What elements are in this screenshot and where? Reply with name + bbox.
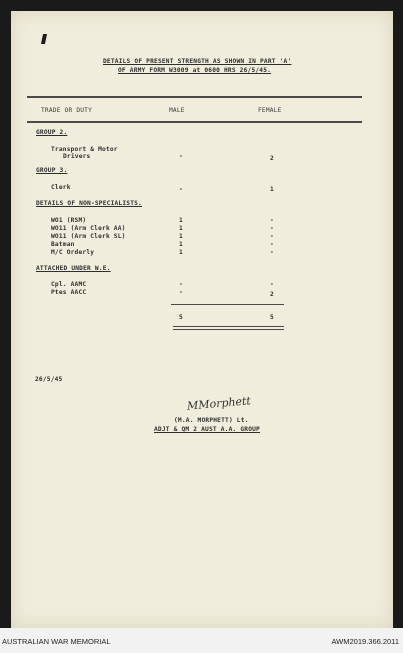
total-male: 5 [179, 314, 183, 321]
row-label: Cpl. AAMC [51, 281, 87, 288]
header-top-rule [27, 96, 362, 98]
title-line-1: DETAILS OF PRESENT STRENGTH AS SHOWN IN PART 'A' [103, 58, 292, 65]
row-female: - [270, 241, 274, 248]
row-label: WO11 (Arm Clerk SL) [51, 233, 126, 240]
title-line-2: OF ARMY FORM W3009 at 0600 HRS 26/5/45. [118, 67, 272, 74]
header-female: FEMALE [258, 107, 282, 114]
row-female: - [270, 217, 274, 224]
row-label: M/C Orderly [51, 249, 95, 256]
row-male: 1 [179, 225, 183, 232]
row-label: Batman [51, 241, 75, 248]
document-date: 26/5/45 [35, 376, 63, 383]
row-female: 2 [270, 291, 274, 298]
row-label: Ptes AACC [51, 289, 87, 296]
total-female: 5 [270, 314, 274, 321]
row-female: - [270, 249, 274, 256]
header-bottom-rule [27, 121, 362, 123]
row-label: WO1 (RSM) [51, 217, 87, 224]
handwritten-signature: MMorphett [186, 394, 252, 413]
row-label: WO11 (Arm Clerk AA) [51, 225, 126, 232]
row-male: 1 [179, 217, 183, 224]
group-heading: GROUP 3. [36, 167, 68, 174]
row-female: 2 [270, 155, 274, 162]
ink-mark [41, 34, 47, 44]
row-male: - [179, 186, 183, 193]
row-male: 1 [179, 249, 183, 256]
group-heading: DETAILS OF NON-SPECIALISTS. [36, 200, 142, 207]
header-trade: TRADE OR DUTY [41, 107, 93, 114]
row-male: - [179, 281, 183, 288]
totals-top-rule [171, 304, 284, 305]
document-page [11, 11, 393, 628]
row-female: - [270, 225, 274, 232]
row-male: 1 [179, 241, 183, 248]
totals-double-rule-1 [173, 326, 284, 327]
archive-footer [0, 628, 403, 653]
header-male: MALE [169, 107, 185, 114]
archive-name: AUSTRALIAN WAR MEMORIAL [2, 637, 111, 646]
row-female: - [270, 233, 274, 240]
archive-reference: AWM2019.366.2011 [331, 637, 399, 646]
row-male: - [179, 153, 183, 160]
row-female: 1 [270, 186, 274, 193]
signatory-title: ADJT & QM 2 AUST A.A. GROUP [154, 426, 260, 433]
group-heading: ATTACHED UNDER W.E. [36, 265, 111, 272]
row-label: Clerk [51, 184, 71, 191]
row-male: 1 [179, 233, 183, 240]
row-label-cont: Drivers [63, 153, 91, 160]
group-heading: GROUP 2. [36, 129, 68, 136]
row-male: - [179, 289, 183, 296]
signatory-name: (M.A. MORPHETT) Lt. [174, 417, 249, 424]
row-female: - [270, 281, 274, 288]
totals-double-rule-2 [173, 329, 284, 330]
row-label: Transport & Motor [51, 146, 118, 153]
